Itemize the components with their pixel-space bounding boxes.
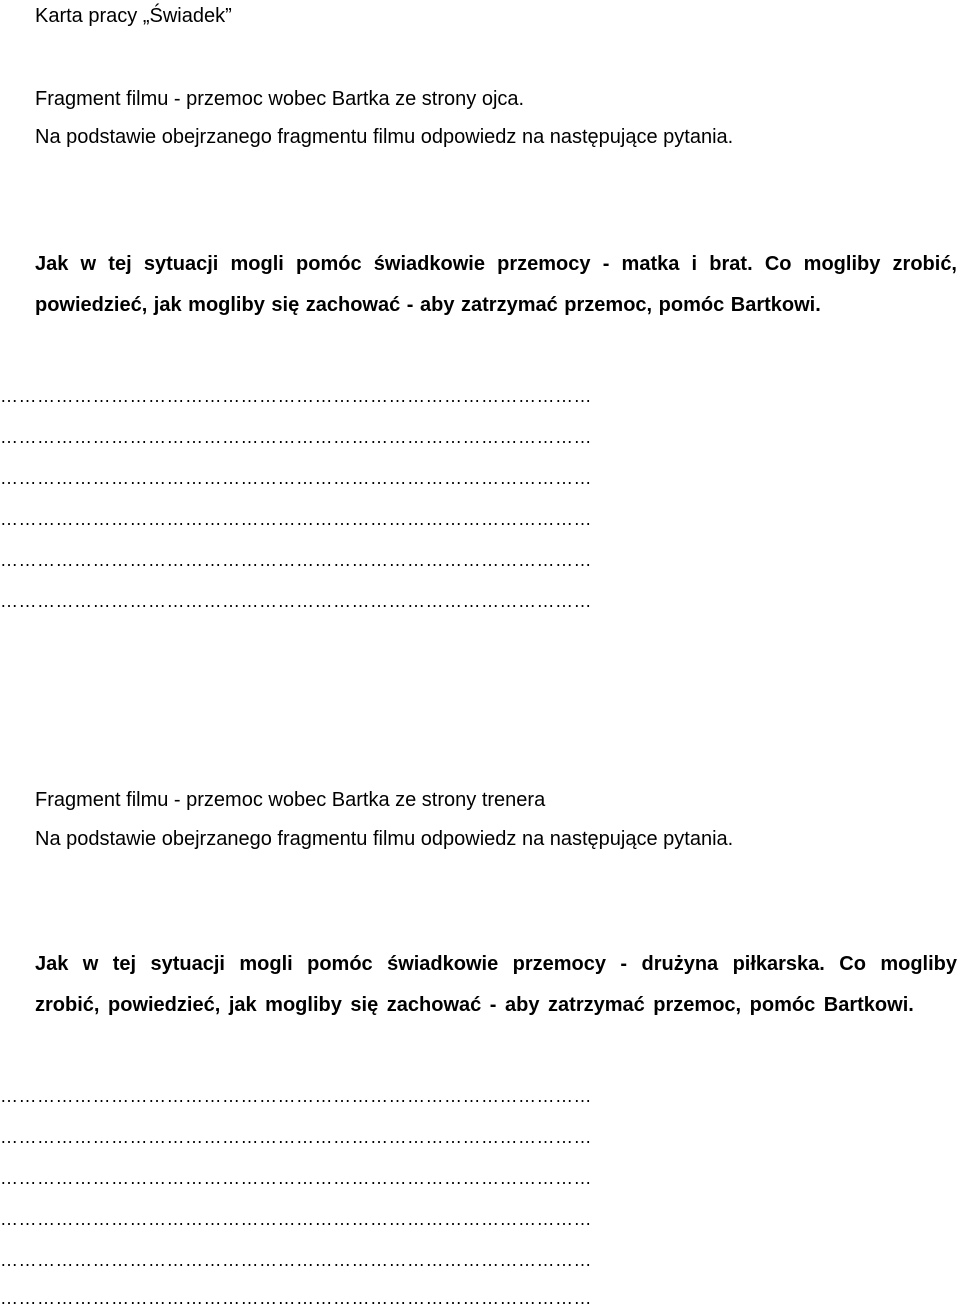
section2-answer-line-3[interactable]: …………………………………………………………………………………… [0, 1170, 592, 1186]
section1-answer-line-2[interactable]: …………………………………………………………………………………… [0, 429, 592, 445]
section1-answer-line-6[interactable]: …………………………………………………………………………………… [0, 593, 592, 609]
section1-heading: Fragment filmu - przemoc wobec Bartka ze strony ojca. [35, 88, 525, 110]
section2-answer-line-1[interactable]: …………………………………………………………………………………… [0, 1088, 592, 1104]
section2-instruction: Na podstawie obejrzanego fragmentu filmu odpowiedz na następujące pytania. [35, 828, 734, 850]
section2-answer-line-2[interactable]: …………………………………………………………………………………… [0, 1129, 592, 1145]
section1-instruction: Na podstawie obejrzanego fragmentu filmu odpowiedz na następujące pytania. [35, 126, 734, 148]
section1-answer-line-3[interactable]: …………………………………………………………………………………… [0, 470, 592, 486]
section2-question: Jak w tej sytuacji mogli pomóc świadkowie przemocy - drużyna piłkarska. Co mogliby zrobić, powiedzieć, jak mogliby się zachować - aby zatrzymać przemoc, pomóc Bartkowi. [35, 953, 957, 1016]
section1-answer-line-1[interactable]: …………………………………………………………………………………… [0, 388, 592, 404]
section2-heading: Fragment filmu - przemoc wobec Bartka ze strony trenera [35, 789, 546, 811]
section1-question: Jak w tej sytuacji mogli pomóc świadkowie przemocy - matka i brat. Co mogliby zrobić, powiedzieć, jak mogliby się zachować - aby zatrzymać przemoc, pomóc Bartkowi. [35, 253, 957, 316]
section1-answer-line-5[interactable]: …………………………………………………………………………………… [0, 552, 592, 568]
section2-answer-line-6[interactable]: …………………………………………………………………………………… [0, 1290, 592, 1306]
section2-answer-line-5[interactable]: …………………………………………………………………………………… [0, 1252, 592, 1268]
worksheet-title: Karta pracy „Świadek” [35, 5, 232, 27]
section2-answer-line-4[interactable]: …………………………………………………………………………………… [0, 1211, 592, 1227]
section1-answer-line-4[interactable]: …………………………………………………………………………………… [0, 511, 592, 527]
